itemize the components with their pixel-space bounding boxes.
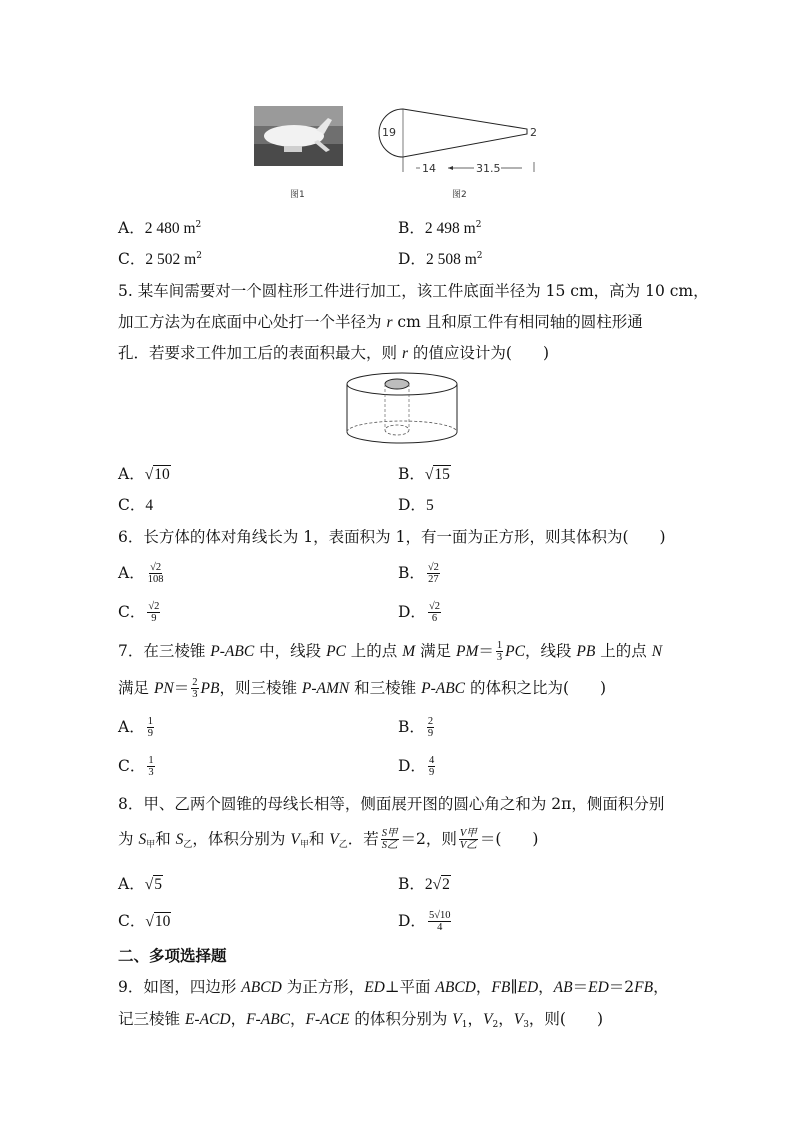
q5-option-d[interactable]: D．5 (398, 496, 434, 514)
q4-option-d[interactable]: D．2 508 $m^2$ (398, 250, 483, 269)
q9-line-2: 记三棱锥 E-ACD，F-ABC，F-ACE 的体积分别为 V1，V2，V3，则( ) (118, 1010, 604, 1030)
q7-option-b[interactable]: B． $\frac{2}{9}$ (398, 715, 434, 739)
dim-14: 14 (422, 162, 436, 175)
dim-2: 2 (530, 126, 537, 139)
q6-line-1: 6．长方体的体对角线长为 1，表面积为 1，有一面为正方形，则其体积为( ) (118, 528, 666, 546)
q7-line-2: 满足 PN＝ $\frac{2}{3}$ PB，则三棱锥 P-AMN 和三棱锥 P-ABC 的体积之比为( ) (118, 676, 607, 700)
q7-option-c[interactable]: C． $\frac{1}{3}$ (118, 754, 154, 778)
q8-option-a[interactable]: A．√5 (118, 875, 162, 893)
airship-photo (254, 106, 343, 166)
q8-option-c[interactable]: C．√10 (118, 912, 171, 930)
q6-option-c[interactable]: C． $\frac{√2}{9}$ (118, 600, 160, 624)
q5-option-a[interactable]: A．√10 (118, 465, 170, 483)
q5-line-3: 孔．若要求工件加工后的表面积最大，则 r 的值应设计为( ) (118, 344, 550, 362)
q8-line-1: 8．甲、乙两个圆锥的母线长相等，侧面展开图的圆心角之和为 2π，侧面积分别 (118, 795, 665, 813)
q7-option-a[interactable]: A． $\frac{1}{9}$ (118, 715, 153, 739)
fig1-caption: 图1 (290, 190, 305, 200)
q5-option-b[interactable]: B．√15 (398, 465, 450, 483)
q4-option-b[interactable]: B．2 498 $m^2$ (398, 219, 482, 238)
airship-diagram (356, 100, 546, 180)
q7-line-1: 7．在三棱锥 P-ABC 中，线段 PC 上的点 M 满足 PM＝ $\frac{1}{3}$ PC，线段 PB 上的点 N (118, 639, 663, 663)
q5-option-c[interactable]: C．4 (118, 496, 154, 514)
fig2-caption: 图2 (452, 190, 467, 200)
cylinder-diagram (340, 368, 464, 452)
q5-line-2: 加工方法为在底面中心处打一个半径为 r cm 且和原工件有相同轴的圆柱形通 (118, 313, 643, 331)
q5-line-1: 5. 某车间需要对一个圆柱形工件进行加工，该工件底面半径为 15 cm，高为 10 cm， (118, 282, 709, 300)
q8-option-d[interactable]: D． $\frac{5√10}{4}$ (398, 909, 451, 933)
q9-line-1: 9．如图，四边形 ABCD 为正方形，ED⊥平面 ABCD，FB∥ED，AB＝ED＝2FB， (118, 978, 669, 996)
q7-option-d[interactable]: D． $\frac{4}{9}$ (398, 754, 435, 778)
dim-31-5: 31.5 (476, 162, 501, 175)
q8-option-b[interactable]: B．2√2 (398, 875, 450, 893)
q8-line-2: 为 S甲和 S乙，体积分别为 V甲和 V乙．若 $\frac{\text{S甲}}{\text{S乙}}$ ＝2，则 $\frac{\text{V甲}}{\text{V乙}}$ ＝( ) (118, 827, 539, 851)
q6-option-d[interactable]: D． $\frac{√2}{6}$ (398, 600, 440, 624)
section-heading-multiple-choice: 二、多项选择题 (118, 947, 227, 965)
q6-option-a[interactable]: A． $\frac{√2}{108}$ (118, 561, 164, 585)
dim-19: 19 (382, 126, 396, 139)
q4-option-c[interactable]: C．2 502 $m^2$ (118, 250, 202, 269)
q4-option-a[interactable]: A．2 480 $m^2$ (118, 219, 202, 238)
q6-option-b[interactable]: B． $\frac{√2}{27}$ (398, 561, 439, 585)
